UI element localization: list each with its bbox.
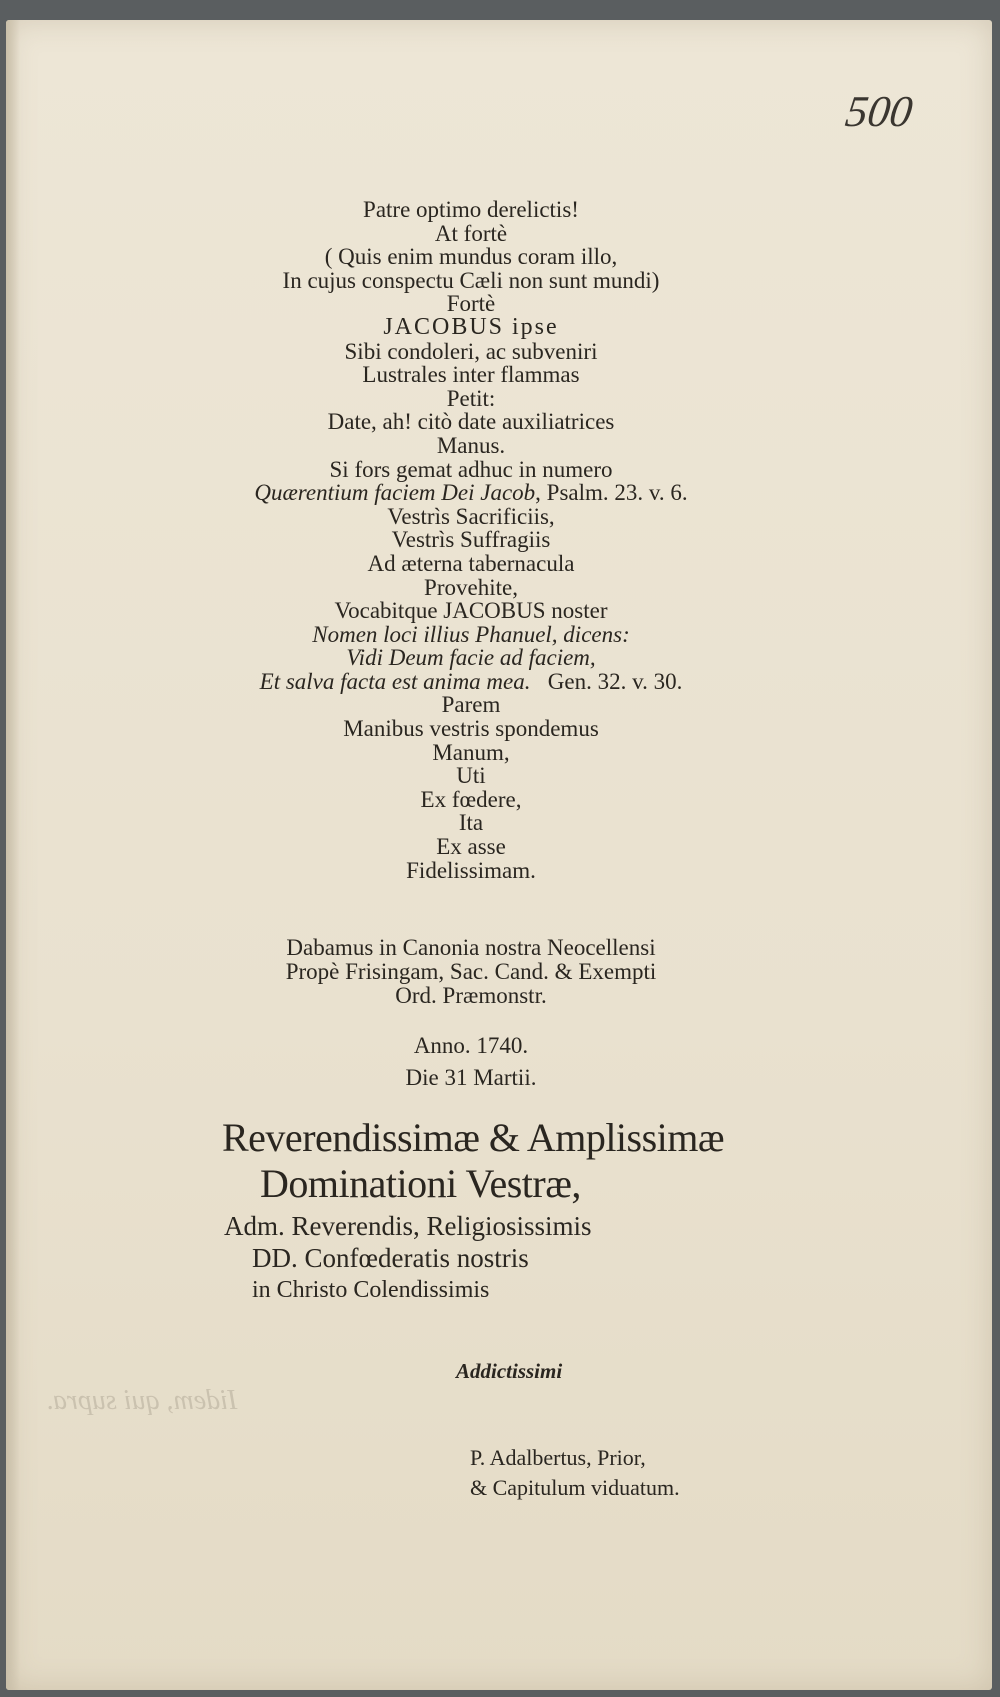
addressees-line-2: DD. Confœderatis nostris xyxy=(252,1243,529,1273)
die-line: Die 31 Martii. xyxy=(405,1065,537,1090)
dedication-block xyxy=(222,1115,724,1207)
signature-line-2: & Capitulum viduatum. xyxy=(470,1475,680,1500)
genesis-citation: Gen. 32. v. 30. xyxy=(547,668,683,694)
text-line: Si fors gemat adhuc in numero xyxy=(329,456,613,482)
text-line-psalm: Quærentium faciem Dei Jacob, Psalm. 23. v. 6. xyxy=(254,480,688,506)
text-line: Vestrìs Sacrificiis, xyxy=(387,503,555,529)
text-line: Sibi condoleri, ac subveniri xyxy=(344,338,598,364)
addressees-line-1: Adm. Reverendis, Religiosissimis xyxy=(224,1211,592,1241)
text-line: Ex asse xyxy=(436,834,506,860)
text-line: Fidelissimam. xyxy=(406,857,536,883)
text-line: In cujus conspectu Cæli non sunt mundi) xyxy=(282,267,660,293)
text-line-italic: Vidi Deum facie ad faciem, xyxy=(346,645,596,671)
psalm-citation: Psalm. 23. v. 6. xyxy=(546,480,688,506)
text-line: Manus. xyxy=(436,432,506,458)
dating-line-3: Ord. Præmonstr. xyxy=(395,983,547,1008)
anno-line: Anno. 1740. xyxy=(413,1033,529,1058)
text-line: ( Quis enim mundus coram illo, xyxy=(324,244,618,270)
signature-block xyxy=(470,1443,680,1503)
text-line: Ita xyxy=(458,810,484,836)
text-line-genesis xyxy=(6,670,936,694)
show-through-text: Iidem, qui supra. xyxy=(46,1385,238,1416)
psalm-quote: Quærentium faciem Dei Jacob xyxy=(254,480,536,506)
addressees-line-3: in Christo Colendissimis xyxy=(252,1277,490,1303)
text-line: Manum, xyxy=(432,739,510,765)
text-line-italic: Nomen loci illius Phanuel, dicens: xyxy=(312,621,630,647)
year-block xyxy=(6,1030,936,1094)
text-line: Lustrales inter flammas xyxy=(362,362,580,388)
text-line: Patre optimo derelictis! xyxy=(363,197,579,222)
text-line: Provehite, xyxy=(424,574,518,600)
text-line: Vocabitque JACOBUS noster xyxy=(334,598,608,624)
text-line: Parem xyxy=(441,692,501,718)
text-line: Ad æterna tabernacula xyxy=(367,550,575,576)
dating-line-1: Dabamus in Canonia nostra Neocellensi xyxy=(286,935,656,960)
document-page xyxy=(6,20,992,1690)
dedication-line-2: Dominationi Vestræ, xyxy=(260,1161,581,1206)
text-line: Vestrìs Suffragiis xyxy=(391,527,551,553)
text-line: Uti xyxy=(456,763,486,789)
text-line: Manibus vestris spondemus xyxy=(343,716,599,742)
dating-line-2: Propè Frisingam, Sac. Cand. & Exempti xyxy=(285,959,657,984)
genesis-quote: Et salva facta est anima mea. xyxy=(259,668,531,694)
dating-block xyxy=(6,936,936,1008)
text-line: Petit: xyxy=(446,385,496,411)
text-line: Fortè xyxy=(446,291,496,317)
text-line-jacobus: JACOBUS ipse xyxy=(383,313,559,340)
text-line: Date, ah! citò date auxiliatrices xyxy=(327,409,615,435)
text-line: At fortè xyxy=(434,220,508,246)
signature-line-1: P. Adalbertus, Prior, xyxy=(470,1445,646,1470)
main-text-block xyxy=(6,198,936,882)
folio-number: 500 xyxy=(842,87,916,136)
dedication-line-1: Reverendissimæ & Amplissimæ xyxy=(222,1115,725,1160)
addressees-block xyxy=(224,1210,592,1306)
closing-word: Addictissimi xyxy=(456,1359,563,1383)
text-line: Ex fœdere, xyxy=(420,786,522,812)
